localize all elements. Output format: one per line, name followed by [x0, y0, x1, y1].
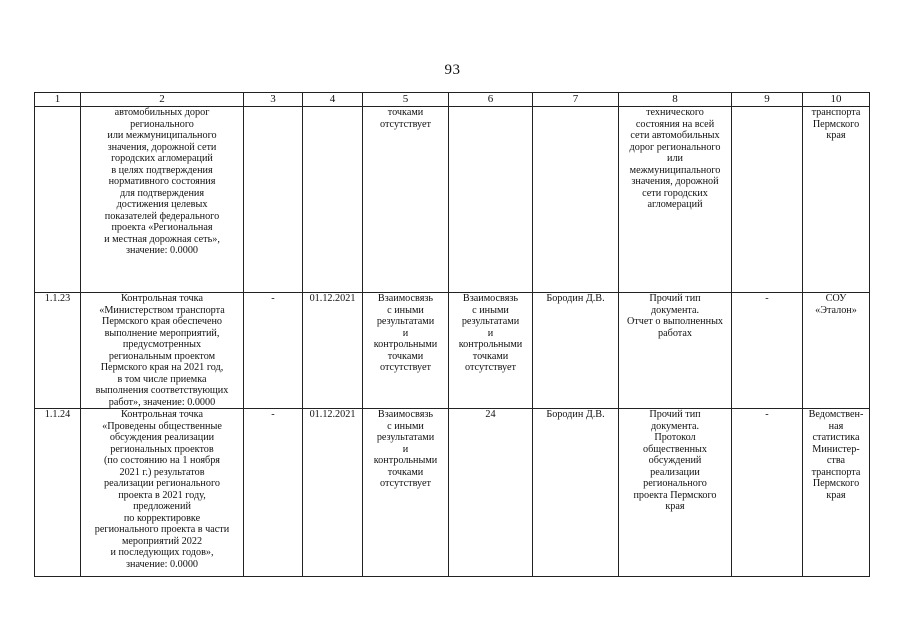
cell-col9: - — [732, 409, 803, 577]
table-row — [35, 409, 870, 577]
document-table — [34, 92, 870, 577]
cell-description: автомобильных дорог регионального или межмуниципального значения, дорожной сети городских агломераций в целях подтверждения нормативного состояния для подтверждения достижения целевых показателей федерального проекта «Региональная и местная дорожная сеть», значение: 0.0000 — [81, 107, 244, 293]
cell-relation: Взаимосвязь с иными результатами и контрольными точками отсутствует — [363, 293, 449, 409]
cell-col9 — [732, 107, 803, 293]
column-header: 9 — [732, 93, 803, 107]
table-row — [35, 293, 870, 409]
column-header: 5 — [363, 93, 449, 107]
cell-relation: Взаимосвязь с иными результатами и контрольными точками отсутствует — [363, 409, 449, 577]
cell-relation-2: 24 — [449, 409, 533, 577]
cell-col3: - — [244, 409, 303, 577]
cell-responsible: Бородин Д.В. — [533, 293, 619, 409]
cell-document-type: Прочий тип документа. Протокол общественных обсуждений реализации регионального проекта Пермского края — [619, 409, 732, 577]
cell-col3 — [244, 107, 303, 293]
cell-relation: точками отсутствует — [363, 107, 449, 293]
cell-number: 1.1.24 — [35, 409, 81, 577]
cell-col3: - — [244, 293, 303, 409]
table-header-row — [35, 93, 870, 107]
cell-source: СОУ «Эталон» — [803, 293, 870, 409]
column-header: 2 — [81, 93, 244, 107]
cell-description: Контрольная точка «Проведены общественные обсуждения реализации региональных проектов (по состоянию на 1 ноября 2021 г.) результатов реализации регионального проекта в 2021 году, предложений по корректировке регионального проекта в части мероприятий 2022 и последующих годов», значение: 0.0000 — [81, 409, 244, 577]
column-header: 10 — [803, 93, 870, 107]
column-header: 3 — [244, 93, 303, 107]
cell-date: 01.12.2021 — [303, 409, 363, 577]
cell-number: 1.1.23 — [35, 293, 81, 409]
table-row — [35, 107, 870, 293]
cell-date: 01.12.2021 — [303, 293, 363, 409]
column-header: 1 — [35, 93, 81, 107]
cell-description: Контрольная точка «Министерством транспорта Пермского края обеспечено выполнение мероприятий, предусмотренных региональным проектом Пермского края на 2021 год, в том числе приемка выполнения соответствующих работ», значение: 0.0000 — [81, 293, 244, 409]
cell-relation-2: Взаимосвязь с иными результатами и контрольными точками отсутствует — [449, 293, 533, 409]
cell-responsible — [533, 107, 619, 293]
column-header: 4 — [303, 93, 363, 107]
column-header: 7 — [533, 93, 619, 107]
cell-document-type: Прочий тип документа. Отчет о выполненных работах — [619, 293, 732, 409]
cell-number — [35, 107, 81, 293]
cell-source: транспорта Пермского края — [803, 107, 870, 293]
column-header: 8 — [619, 93, 732, 107]
column-header: 6 — [449, 93, 533, 107]
page-number: 93 — [444, 62, 461, 78]
cell-source: Ведомствен- ная статистика Министер- ства транспорта Пермского края — [803, 409, 870, 577]
cell-date — [303, 107, 363, 293]
cell-col9: - — [732, 293, 803, 409]
cell-document-type: технического состояния на всей сети автомобильных дорог регионального или межмуниципального значения, дорожной сети городских агломераций — [619, 107, 732, 293]
cell-relation-2 — [449, 107, 533, 293]
cell-responsible: Бородин Д.В. — [533, 409, 619, 577]
